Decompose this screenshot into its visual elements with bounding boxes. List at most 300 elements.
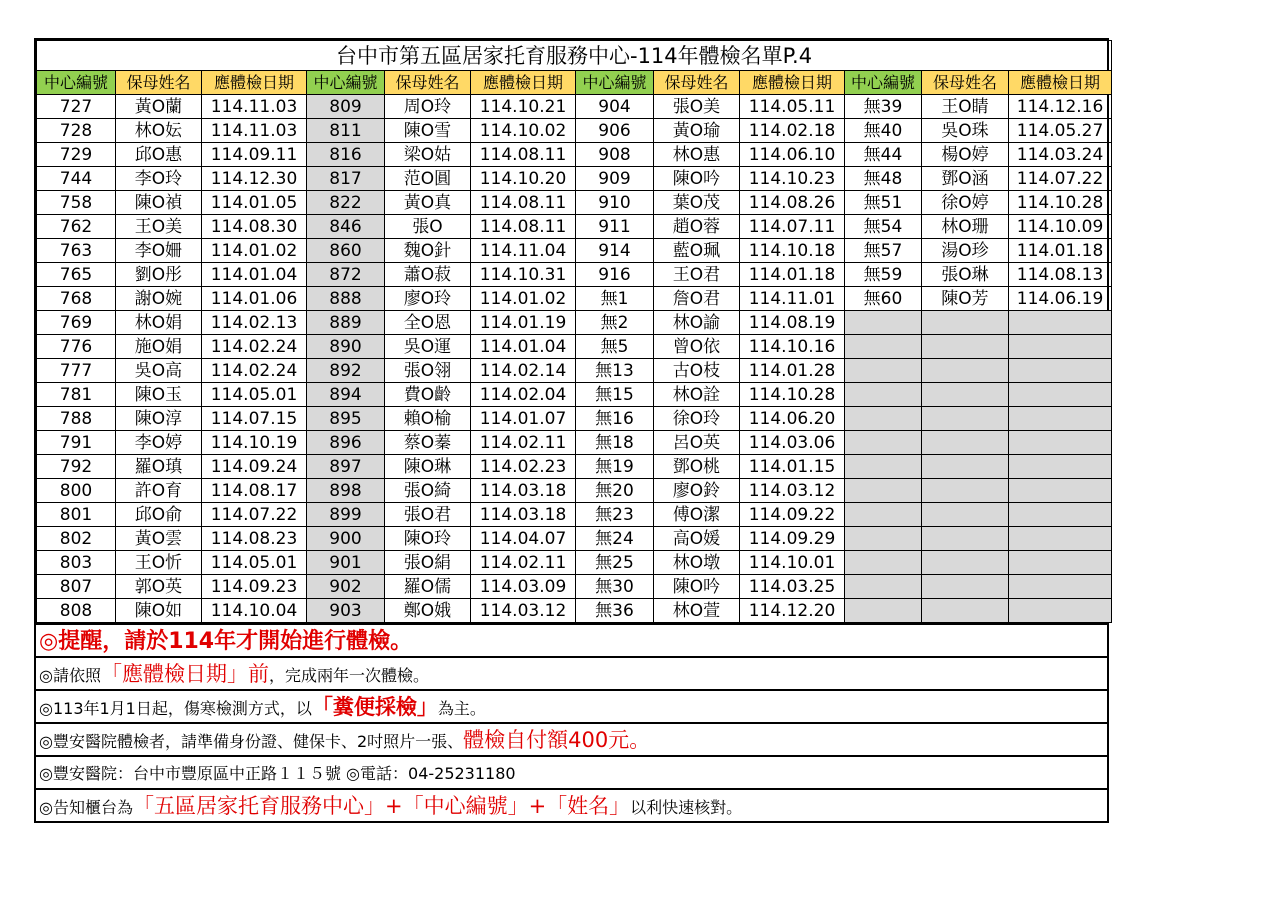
caregiver-name-cell: 邱O惠 <box>116 143 202 167</box>
checkup-date-cell: 114.01.18 <box>740 263 845 287</box>
caregiver-name-cell <box>922 407 1009 431</box>
caregiver-name-cell <box>922 479 1009 503</box>
caregiver-name-cell: 陳O淳 <box>116 407 202 431</box>
center-id-cell: 809 <box>307 95 385 119</box>
caregiver-name-cell: 林O萱 <box>654 599 740 623</box>
center-id-cell <box>845 551 922 575</box>
table-row <box>37 287 1112 311</box>
caregiver-name-cell: 黃O雲 <box>116 527 202 551</box>
checkup-date-cell: 114.01.15 <box>740 455 845 479</box>
caregiver-name-cell: 廖O鈴 <box>654 479 740 503</box>
center-id-cell: 904 <box>576 95 654 119</box>
caregiver-name-cell: 詹O君 <box>654 287 740 311</box>
checkup-date-cell: 114.12.20 <box>740 599 845 623</box>
caregiver-name-cell <box>922 503 1009 527</box>
table-row <box>37 551 1112 575</box>
table-row <box>37 119 1112 143</box>
checkup-date-cell: 114.10.28 <box>740 383 845 407</box>
table-row <box>37 95 1112 119</box>
requirements-note-fee: 體檢自付額400元。 <box>463 728 651 752</box>
center-id-cell: 911 <box>576 215 654 239</box>
center-id-cell: 808 <box>37 599 116 623</box>
caregiver-name-cell: 謝O婉 <box>116 287 202 311</box>
caregiver-name-cell: 林O詮 <box>654 383 740 407</box>
checkup-date-cell: 114.10.28 <box>1009 191 1112 215</box>
checkup-date-cell: 114.03.09 <box>471 575 576 599</box>
header-checkup-date: 應體檢日期 <box>202 71 307 95</box>
center-id-cell: 無57 <box>845 239 922 263</box>
center-id-cell: 無44 <box>845 143 922 167</box>
center-id-cell: 758 <box>37 191 116 215</box>
hospital-address-note: ◎豐安醫院：台中市豐原區中正路１１５號 ◎電話：04-25231180 <box>36 755 1107 788</box>
caregiver-name-cell: 李O姍 <box>116 239 202 263</box>
caregiver-name-cell: 廖O玲 <box>385 287 471 311</box>
caregiver-name-cell: 湯O珍 <box>922 239 1009 263</box>
center-id-cell: 無24 <box>576 527 654 551</box>
center-id-cell: 901 <box>307 551 385 575</box>
checkup-date-cell: 114.10.04 <box>202 599 307 623</box>
caregiver-name-cell: 賴O榆 <box>385 407 471 431</box>
checkup-date-cell <box>1009 503 1112 527</box>
typhoid-note-highlight: 「糞便採檢」 <box>311 695 438 719</box>
caregiver-name-cell: 羅O瑱 <box>116 455 202 479</box>
caregiver-name-cell: 徐O婷 <box>922 191 1009 215</box>
hospital-requirements-note <box>36 722 1107 755</box>
counter-note-prefix: ◎告知櫃台為 <box>39 798 133 817</box>
caregiver-name-cell: 陳O芳 <box>922 287 1009 311</box>
checkup-date-cell: 114.09.24 <box>202 455 307 479</box>
caregiver-name-cell: 李O玲 <box>116 167 202 191</box>
center-id-cell: 908 <box>576 143 654 167</box>
checkup-date-cell <box>1009 551 1112 575</box>
checkup-date-cell: 114.01.19 <box>471 311 576 335</box>
table-row <box>37 311 1112 335</box>
caregiver-name-cell: 王O美 <box>116 215 202 239</box>
caregiver-name-cell: 郭O英 <box>116 575 202 599</box>
caregiver-name-cell <box>922 551 1009 575</box>
center-id-cell <box>845 527 922 551</box>
caregiver-name-cell: 陳O玲 <box>385 527 471 551</box>
center-id-cell: 896 <box>307 431 385 455</box>
checkup-date-cell: 114.10.18 <box>740 239 845 263</box>
center-id-cell: 894 <box>307 383 385 407</box>
center-id-cell: 803 <box>37 551 116 575</box>
center-id-cell: 916 <box>576 263 654 287</box>
center-id-cell: 776 <box>37 335 116 359</box>
checkup-date-cell: 114.12.30 <box>202 167 307 191</box>
checkup-date-cell: 114.09.29 <box>740 527 845 551</box>
center-id-cell: 895 <box>307 407 385 431</box>
caregiver-name-cell: 許O育 <box>116 479 202 503</box>
checkup-date-cell: 114.01.04 <box>471 335 576 359</box>
caregiver-name-cell <box>922 383 1009 407</box>
caregiver-name-cell: 古O枝 <box>654 359 740 383</box>
header-checkup-date: 應體檢日期 <box>1009 71 1112 95</box>
center-id-cell: 無16 <box>576 407 654 431</box>
caregiver-name-cell: 邱O俞 <box>116 503 202 527</box>
center-id-cell: 909 <box>576 167 654 191</box>
checkup-date-cell <box>1009 383 1112 407</box>
center-id-cell: 無20 <box>576 479 654 503</box>
deadline-note-prefix: ◎請依照 <box>39 666 101 685</box>
center-id-cell: 無19 <box>576 455 654 479</box>
caregiver-name-cell: 周O玲 <box>385 95 471 119</box>
header-caregiver-name: 保母姓名 <box>116 71 202 95</box>
caregiver-name-cell: 張O君 <box>385 503 471 527</box>
center-id-cell: 903 <box>307 599 385 623</box>
table-row <box>37 143 1112 167</box>
checkup-date-cell: 114.10.16 <box>740 335 845 359</box>
caregiver-name-cell: 張O <box>385 215 471 239</box>
table-row <box>37 527 1112 551</box>
caregiver-name-cell: 鄭O娥 <box>385 599 471 623</box>
table-row <box>37 383 1112 407</box>
caregiver-name-cell: 劉O彤 <box>116 263 202 287</box>
caregiver-name-cell <box>922 335 1009 359</box>
center-id-cell: 910 <box>576 191 654 215</box>
checkup-date-cell: 114.06.19 <box>1009 287 1112 311</box>
center-id-cell: 無30 <box>576 575 654 599</box>
header-row <box>37 71 1112 95</box>
checkup-date-cell <box>1009 335 1112 359</box>
caregiver-name-cell: 藍O珮 <box>654 239 740 263</box>
checkup-date-cell: 114.08.26 <box>740 191 845 215</box>
center-id-cell: 777 <box>37 359 116 383</box>
header-checkup-date: 應體檢日期 <box>471 71 576 95</box>
checkup-date-cell: 114.05.01 <box>202 383 307 407</box>
table-row <box>37 407 1112 431</box>
checkup-date-cell: 114.02.24 <box>202 335 307 359</box>
center-id-cell <box>845 359 922 383</box>
center-id-cell <box>845 575 922 599</box>
checkup-date-cell: 114.08.17 <box>202 479 307 503</box>
center-id-cell <box>845 431 922 455</box>
caregiver-name-cell: 吳O珠 <box>922 119 1009 143</box>
caregiver-name-cell: 黃O瑜 <box>654 119 740 143</box>
center-id-cell: 897 <box>307 455 385 479</box>
caregiver-name-cell: 曾O依 <box>654 335 740 359</box>
center-id-cell: 781 <box>37 383 116 407</box>
caregiver-name-cell: 林O惠 <box>654 143 740 167</box>
counter-note-suffix: 以利快速核對。 <box>630 798 743 817</box>
table-row <box>37 215 1112 239</box>
center-id-cell: 889 <box>307 311 385 335</box>
checkup-date-cell: 114.01.07 <box>471 407 576 431</box>
checkup-date-cell: 114.11.03 <box>202 95 307 119</box>
checkup-date-cell: 114.10.02 <box>471 119 576 143</box>
center-id-cell: 728 <box>37 119 116 143</box>
checkup-date-cell: 114.07.22 <box>1009 167 1112 191</box>
caregiver-name-cell: 魏O針 <box>385 239 471 263</box>
caregiver-name-cell: 葉O茂 <box>654 191 740 215</box>
checkup-date-cell: 114.03.18 <box>471 503 576 527</box>
header-center-id: 中心編號 <box>37 71 116 95</box>
typhoid-note-prefix: ◎113年1月1日起，傷寒檢測方式，以 <box>39 699 312 718</box>
checkup-date-cell <box>1009 479 1112 503</box>
checkup-date-cell: 114.07.15 <box>202 407 307 431</box>
center-id-cell: 無36 <box>576 599 654 623</box>
checkup-date-cell: 114.11.01 <box>740 287 845 311</box>
checkup-date-cell: 114.11.04 <box>471 239 576 263</box>
center-id-cell <box>845 311 922 335</box>
checkup-date-cell <box>1009 431 1112 455</box>
table-row <box>37 191 1112 215</box>
center-id-cell: 768 <box>37 287 116 311</box>
table-row <box>37 479 1112 503</box>
table-row <box>37 503 1112 527</box>
deadline-note <box>36 656 1107 689</box>
caregiver-name-cell: 陳O吟 <box>654 575 740 599</box>
caregiver-name-cell: 林O娟 <box>116 311 202 335</box>
header-center-id: 中心編號 <box>576 71 654 95</box>
center-id-cell <box>845 383 922 407</box>
checkup-date-cell: 114.02.11 <box>471 431 576 455</box>
caregiver-name-cell <box>922 575 1009 599</box>
center-id-cell: 無48 <box>845 167 922 191</box>
caregiver-name-cell: 林O墩 <box>654 551 740 575</box>
checkup-date-cell: 114.12.16 <box>1009 95 1112 119</box>
table-row <box>37 167 1112 191</box>
table-row <box>37 239 1112 263</box>
checkup-roster-table <box>36 40 1112 623</box>
center-id-cell: 900 <box>307 527 385 551</box>
center-id-cell: 792 <box>37 455 116 479</box>
caregiver-name-cell: 李O婷 <box>116 431 202 455</box>
caregiver-name-cell: 陳O琳 <box>385 455 471 479</box>
caregiver-name-cell: 王O睛 <box>922 95 1009 119</box>
counter-note-highlight: 「五區居家托育服務中心」+「中心編號」+「姓名」 <box>132 794 631 818</box>
table-row <box>37 575 1112 599</box>
center-id-cell <box>845 479 922 503</box>
center-id-cell: 802 <box>37 527 116 551</box>
checkup-date-cell: 114.01.28 <box>740 359 845 383</box>
center-id-cell: 788 <box>37 407 116 431</box>
checkup-date-cell: 114.02.23 <box>471 455 576 479</box>
header-caregiver-name: 保母姓名 <box>654 71 740 95</box>
center-id-cell <box>845 599 922 623</box>
caregiver-name-cell: 張O琳 <box>922 263 1009 287</box>
checkup-date-cell: 114.06.10 <box>740 143 845 167</box>
caregiver-name-cell: 王O忻 <box>116 551 202 575</box>
caregiver-name-cell: 黃O蘭 <box>116 95 202 119</box>
caregiver-name-cell: 陳O禎 <box>116 191 202 215</box>
caregiver-name-cell: 梁O姑 <box>385 143 471 167</box>
center-id-cell: 902 <box>307 575 385 599</box>
caregiver-name-cell: 林O妘 <box>116 119 202 143</box>
checkup-date-cell: 114.09.23 <box>202 575 307 599</box>
center-id-cell: 846 <box>307 215 385 239</box>
checkup-date-cell: 114.08.11 <box>471 143 576 167</box>
caregiver-name-cell: 施O娟 <box>116 335 202 359</box>
caregiver-name-cell: 陳O吟 <box>654 167 740 191</box>
checkup-date-cell: 114.04.07 <box>471 527 576 551</box>
checkup-date-cell: 114.08.30 <box>202 215 307 239</box>
checkup-date-cell: 114.10.21 <box>471 95 576 119</box>
center-id-cell: 890 <box>307 335 385 359</box>
checkup-date-cell: 114.10.20 <box>471 167 576 191</box>
center-id-cell: 無25 <box>576 551 654 575</box>
caregiver-name-cell <box>922 359 1009 383</box>
checkup-date-cell: 114.08.13 <box>1009 263 1112 287</box>
center-id-cell: 無39 <box>845 95 922 119</box>
caregiver-name-cell <box>922 599 1009 623</box>
caregiver-name-cell: 吳O高 <box>116 359 202 383</box>
counter-instruction-note <box>36 788 1107 821</box>
center-id-cell: 817 <box>307 167 385 191</box>
reminder-note: ◎提醒，請於114年才開始進行體檢。 <box>36 623 1107 656</box>
caregiver-name-cell: 全O恩 <box>385 311 471 335</box>
checkup-date-cell: 114.05.01 <box>202 551 307 575</box>
caregiver-name-cell: 陳O雪 <box>385 119 471 143</box>
center-id-cell: 906 <box>576 119 654 143</box>
checkup-date-cell: 114.08.11 <box>471 191 576 215</box>
center-id-cell: 822 <box>307 191 385 215</box>
caregiver-name-cell <box>922 311 1009 335</box>
checkup-date-cell: 114.02.18 <box>740 119 845 143</box>
center-id-cell: 801 <box>37 503 116 527</box>
requirements-note-prefix: ◎豐安醫院體檢者，請準備身份證、健保卡、2吋照片一張、 <box>39 732 464 751</box>
caregiver-name-cell: 張O綺 <box>385 479 471 503</box>
checkup-date-cell: 114.08.11 <box>471 215 576 239</box>
checkup-date-cell: 114.08.23 <box>202 527 307 551</box>
checkup-date-cell: 114.02.04 <box>471 383 576 407</box>
notes-section <box>36 623 1107 821</box>
center-id-cell: 892 <box>307 359 385 383</box>
checkup-date-cell <box>1009 527 1112 551</box>
center-id-cell: 無23 <box>576 503 654 527</box>
checkup-date-cell: 114.03.18 <box>471 479 576 503</box>
checkup-date-cell: 114.01.02 <box>471 287 576 311</box>
caregiver-name-cell: 楊O婷 <box>922 143 1009 167</box>
center-id-cell: 791 <box>37 431 116 455</box>
checkup-date-cell <box>1009 599 1112 623</box>
checkup-date-cell: 114.01.18 <box>1009 239 1112 263</box>
checkup-date-cell: 114.07.22 <box>202 503 307 527</box>
checkup-date-cell: 114.05.11 <box>740 95 845 119</box>
center-id-cell: 無59 <box>845 263 922 287</box>
caregiver-name-cell: 張O翎 <box>385 359 471 383</box>
checkup-date-cell: 114.08.19 <box>740 311 845 335</box>
center-id-cell: 無60 <box>845 287 922 311</box>
center-id-cell: 無1 <box>576 287 654 311</box>
checkup-date-cell: 114.10.31 <box>471 263 576 287</box>
table-row <box>37 359 1112 383</box>
table-row <box>37 431 1112 455</box>
typhoid-test-note <box>36 689 1107 722</box>
deadline-note-suffix: ，完成兩年一次體檢。 <box>268 666 429 685</box>
checkup-date-cell <box>1009 407 1112 431</box>
caregiver-name-cell: 羅O儒 <box>385 575 471 599</box>
checkup-date-cell: 114.07.11 <box>740 215 845 239</box>
caregiver-name-cell: 蕭O菽 <box>385 263 471 287</box>
center-id-cell: 860 <box>307 239 385 263</box>
center-id-cell: 762 <box>37 215 116 239</box>
checkup-date-cell: 114.03.24 <box>1009 143 1112 167</box>
checkup-date-cell: 114.01.04 <box>202 263 307 287</box>
caregiver-name-cell <box>922 455 1009 479</box>
center-id-cell: 811 <box>307 119 385 143</box>
checkup-date-cell <box>1009 359 1112 383</box>
caregiver-name-cell: 鄧O涵 <box>922 167 1009 191</box>
caregiver-name-cell: 蔡O蓁 <box>385 431 471 455</box>
center-id-cell: 807 <box>37 575 116 599</box>
caregiver-name-cell: 呂O英 <box>654 431 740 455</box>
center-id-cell: 800 <box>37 479 116 503</box>
header-caregiver-name: 保母姓名 <box>385 71 471 95</box>
checkup-date-cell: 114.02.14 <box>471 359 576 383</box>
caregiver-name-cell: 趙O蓉 <box>654 215 740 239</box>
checkup-date-cell <box>1009 575 1112 599</box>
checkup-date-cell: 114.01.06 <box>202 287 307 311</box>
center-id-cell: 888 <box>307 287 385 311</box>
caregiver-name-cell: 林O諭 <box>654 311 740 335</box>
center-id-cell: 無40 <box>845 119 922 143</box>
caregiver-name-cell: 陳O如 <box>116 599 202 623</box>
checkup-date-cell: 114.02.13 <box>202 311 307 335</box>
center-id-cell: 無13 <box>576 359 654 383</box>
checkup-date-cell: 114.10.23 <box>740 167 845 191</box>
center-id-cell: 914 <box>576 239 654 263</box>
center-id-cell: 765 <box>37 263 116 287</box>
checkup-date-cell: 114.11.03 <box>202 119 307 143</box>
checkup-date-cell <box>1009 455 1112 479</box>
caregiver-name-cell: 林O珊 <box>922 215 1009 239</box>
center-id-cell: 763 <box>37 239 116 263</box>
center-id-cell: 898 <box>307 479 385 503</box>
caregiver-name-cell: 王O君 <box>654 263 740 287</box>
checkup-date-cell: 114.03.06 <box>740 431 845 455</box>
table-row <box>37 335 1112 359</box>
checkup-date-cell: 114.10.19 <box>202 431 307 455</box>
center-id-cell: 無15 <box>576 383 654 407</box>
header-center-id: 中心編號 <box>307 71 385 95</box>
caregiver-name-cell: 傅O潔 <box>654 503 740 527</box>
typhoid-note-suffix: 為主。 <box>437 699 486 718</box>
checkup-date-cell: 114.02.11 <box>471 551 576 575</box>
center-id-cell: 729 <box>37 143 116 167</box>
caregiver-name-cell: 鄧O桃 <box>654 455 740 479</box>
header-checkup-date: 應體檢日期 <box>740 71 845 95</box>
caregiver-name-cell <box>922 527 1009 551</box>
caregiver-name-cell: 張O絹 <box>385 551 471 575</box>
checkup-date-cell: 114.09.22 <box>740 503 845 527</box>
center-id-cell <box>845 335 922 359</box>
page-title: 台中市第五區居家托育服務中心-114年體檢名單P.4 <box>37 41 1112 71</box>
header-caregiver-name: 保母姓名 <box>922 71 1009 95</box>
caregiver-name-cell: 費O齡 <box>385 383 471 407</box>
center-id-cell <box>845 455 922 479</box>
checkup-date-cell: 114.09.11 <box>202 143 307 167</box>
center-id-cell: 無51 <box>845 191 922 215</box>
checkup-date-cell: 114.01.05 <box>202 191 307 215</box>
caregiver-name-cell: 范O圓 <box>385 167 471 191</box>
center-id-cell: 727 <box>37 95 116 119</box>
table-row <box>37 263 1112 287</box>
caregiver-name-cell: 徐O玲 <box>654 407 740 431</box>
caregiver-name-cell: 高O媛 <box>654 527 740 551</box>
center-id-cell: 無2 <box>576 311 654 335</box>
checkup-date-cell: 114.10.09 <box>1009 215 1112 239</box>
center-id-cell: 744 <box>37 167 116 191</box>
center-id-cell <box>845 407 922 431</box>
table-row <box>37 599 1112 623</box>
caregiver-name-cell: 張O美 <box>654 95 740 119</box>
checkup-date-cell: 114.06.20 <box>740 407 845 431</box>
center-id-cell: 無54 <box>845 215 922 239</box>
roster-sheet <box>34 38 1109 823</box>
checkup-date-cell <box>1009 311 1112 335</box>
center-id-cell: 899 <box>307 503 385 527</box>
